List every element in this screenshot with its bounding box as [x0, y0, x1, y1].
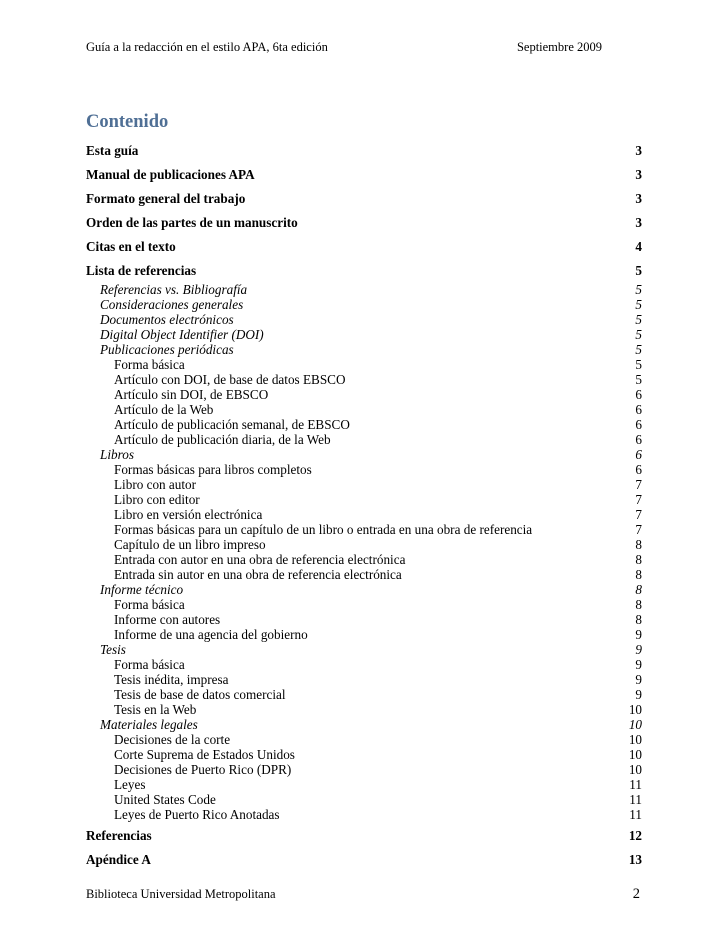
toc-entry[interactable] [86, 762, 642, 777]
toc-entry[interactable] [86, 627, 642, 642]
toc-entry-title: Apéndice A [86, 852, 151, 867]
toc-entry-page: 10 [628, 747, 642, 762]
toc-entry-page: 6 [635, 387, 642, 402]
toc-entry[interactable] [86, 312, 642, 327]
toc-entry-title: Artículo con DOI, de base de datos EBSCO [114, 372, 346, 387]
toc-entry[interactable] [86, 191, 642, 215]
toc-entry[interactable] [86, 215, 642, 239]
toc-entry-title: Formas básicas para libros completos [114, 462, 312, 477]
toc-entry[interactable] [86, 282, 642, 297]
toc-entry-page: 10 [628, 762, 642, 777]
toc-entry-title: Leyes [114, 777, 146, 792]
toc-entry[interactable] [86, 387, 642, 402]
toc-entry-page: 10 [628, 732, 642, 747]
page-header [86, 40, 602, 55]
toc-entry-title: Decisiones de la corte [114, 732, 231, 747]
toc-entry[interactable] [86, 747, 642, 762]
toc-entry[interactable] [86, 492, 642, 507]
toc-entry-page: 9 [635, 687, 642, 702]
toc-entry-page: 5 [635, 327, 642, 342]
toc-entry-page: 9 [635, 657, 642, 672]
toc-entry-title: Tesis en la Web [114, 702, 197, 717]
toc-entry[interactable] [86, 582, 642, 597]
toc-entry-title: Publicaciones periódicas [100, 342, 234, 357]
toc-entry[interactable] [86, 477, 642, 492]
toc-entry-page: 7 [635, 477, 642, 492]
toc-entry-page: 3 [635, 143, 642, 158]
toc-entry[interactable] [86, 852, 642, 876]
toc-entry-page: 8 [635, 537, 642, 552]
toc-entry[interactable] [86, 417, 642, 432]
toc-entry[interactable] [86, 672, 642, 687]
toc-entry-page: 6 [635, 417, 642, 432]
toc-entry-title: Informe técnico [100, 582, 184, 597]
toc-entry-title: Entrada con autor en una obra de referencia electrónica [114, 552, 406, 567]
toc-entry-title: Citas en el texto [86, 239, 176, 254]
toc-entry-page: 3 [635, 167, 642, 182]
toc-entry-title: Leyes de Puerto Rico Anotadas [114, 807, 280, 822]
toc-entry-title: Libro en versión electrónica [114, 507, 263, 522]
toc-entry-page: 6 [635, 432, 642, 447]
toc-entry[interactable] [86, 642, 642, 657]
toc-entry-page: 3 [635, 215, 642, 230]
toc-entry-title: Libro con editor [114, 492, 200, 507]
toc-entry[interactable] [86, 143, 642, 167]
toc-entry[interactable] [86, 167, 642, 191]
toc-entry[interactable] [86, 432, 642, 447]
toc-entry-page: 11 [629, 792, 642, 807]
toc-entry[interactable] [86, 612, 642, 627]
toc-entry-title: Libro con autor [114, 477, 197, 492]
header-document-title: Guía a la redacción en el estilo APA, 6ta edición [86, 40, 328, 54]
toc-entry[interactable] [86, 702, 642, 717]
toc-entry-page: 9 [635, 672, 642, 687]
toc-entry-title: Entrada sin autor en una obra de referencia electrónica [114, 567, 402, 582]
page-footer [86, 886, 642, 903]
toc-entry[interactable] [86, 327, 642, 342]
toc-entry-title: Materiales legales [100, 717, 198, 732]
toc-entry[interactable] [86, 447, 642, 462]
toc-entry[interactable] [86, 239, 642, 263]
toc-entry-title: Libros [100, 447, 134, 462]
toc-entry-title: Tesis de base de datos comercial [114, 687, 286, 702]
toc-entry-page: 5 [635, 312, 642, 327]
toc-entry-title: Artículo sin DOI, de EBSCO [114, 387, 269, 402]
toc-entry[interactable] [86, 372, 642, 387]
toc-entry[interactable] [86, 792, 642, 807]
toc-entry[interactable] [86, 777, 642, 792]
toc-entry[interactable] [86, 597, 642, 612]
toc-entry-title: Decisiones de Puerto Rico (DPR) [114, 762, 292, 777]
toc-entry[interactable] [86, 507, 642, 522]
toc-entry-title: Capítulo de un libro impreso [114, 537, 266, 552]
toc-entry-title: Informe con autores [114, 612, 221, 627]
toc-entry[interactable] [86, 732, 642, 747]
toc-entry-page: 5 [635, 342, 642, 357]
toc-entry[interactable] [86, 807, 642, 828]
toc-entry[interactable] [86, 567, 642, 582]
toc-entry[interactable] [86, 537, 642, 552]
toc-entry-page: 5 [635, 297, 642, 312]
toc-entry-title: Esta guía [86, 143, 139, 158]
toc-entry-title: United States Code [114, 792, 216, 807]
toc-entry-title: Forma básica [114, 357, 185, 372]
toc-entry-title: Digital Object Identifier (DOI) [100, 327, 264, 342]
toc-entry-page: 3 [635, 191, 642, 206]
toc-entry[interactable] [86, 297, 642, 312]
toc-entry-title: Referencias [86, 828, 152, 843]
toc-entry-page: 9 [635, 642, 642, 657]
toc-entry-page: 8 [635, 612, 642, 627]
toc-entry-page: 5 [635, 372, 642, 387]
toc-entry-page: 11 [629, 777, 642, 792]
table-of-contents [86, 143, 642, 876]
toc-entry-page: 8 [635, 582, 642, 597]
toc-entry-page: 5 [635, 263, 642, 278]
toc-entry[interactable] [86, 717, 642, 732]
toc-entry-title: Corte Suprema de Estados Unidos [114, 747, 295, 762]
toc-entry-page: 6 [635, 447, 642, 462]
toc-entry-page: 12 [628, 828, 642, 843]
toc-entry[interactable] [86, 828, 642, 852]
toc-entry[interactable] [86, 342, 642, 357]
toc-entry-page: 6 [635, 402, 642, 417]
toc-entry-title: Lista de referencias [86, 263, 197, 278]
toc-entry-page: 10 [628, 717, 642, 732]
toc-entry-title: Artículo de publicación semanal, de EBSCO [114, 417, 350, 432]
toc-entry-title: Formato general del trabajo [86, 191, 246, 206]
toc-entry-page: 5 [635, 282, 642, 297]
toc-entry[interactable] [86, 263, 642, 282]
toc-entry[interactable] [86, 657, 642, 672]
toc-entry-page: 8 [635, 567, 642, 582]
footer-page-number: 2 [632, 886, 640, 902]
toc-entry-title: Tesis [100, 642, 126, 657]
toc-entry-page: 11 [629, 807, 642, 822]
toc-entry-page: 10 [628, 702, 642, 717]
footer-library-name: Biblioteca Universidad Metropolitana [86, 887, 276, 901]
toc-title: Contenido [86, 112, 169, 132]
toc-entry[interactable] [86, 552, 642, 567]
toc-entry[interactable] [86, 402, 642, 417]
toc-entry-title: Informe de una agencia del gobierno [114, 627, 308, 642]
toc-entry[interactable] [86, 687, 642, 702]
toc-entry-page: 7 [635, 522, 642, 537]
toc-entry-title: Formas básicas para un capítulo de un libro o entrada en una obra de referencia [114, 522, 533, 537]
toc-entry-title: Artículo de la Web [114, 402, 214, 417]
toc-entry-page: 7 [635, 492, 642, 507]
toc-entry-page: 8 [635, 597, 642, 612]
toc-entry-page: 6 [635, 462, 642, 477]
toc-entry-title: Documentos electrónicos [100, 312, 234, 327]
toc-entry[interactable] [86, 462, 642, 477]
toc-entry[interactable] [86, 357, 642, 372]
toc-entry-page: 5 [635, 357, 642, 372]
toc-entry-page: 8 [635, 552, 642, 567]
toc-entry[interactable] [86, 522, 642, 537]
header-date: Septiembre 2009 [516, 40, 602, 54]
toc-entry-title: Forma básica [114, 657, 185, 672]
toc-entry-title: Manual de publicaciones APA [86, 167, 255, 182]
toc-entry-page: 4 [635, 239, 642, 254]
toc-entry-title: Consideraciones generales [100, 297, 244, 312]
toc-entry-title: Tesis inédita, impresa [114, 672, 229, 687]
toc-entry-title: Orden de las partes de un manuscrito [86, 215, 298, 230]
toc-entry-title: Referencias vs. Bibliografía [100, 282, 248, 297]
toc-entry-title: Forma básica [114, 597, 185, 612]
toc-entry-page: 13 [628, 852, 642, 867]
toc-entry-page: 7 [635, 507, 642, 522]
toc-entry-title: Artículo de publicación diaria, de la Web [114, 432, 331, 447]
toc-entry-page: 9 [635, 627, 642, 642]
